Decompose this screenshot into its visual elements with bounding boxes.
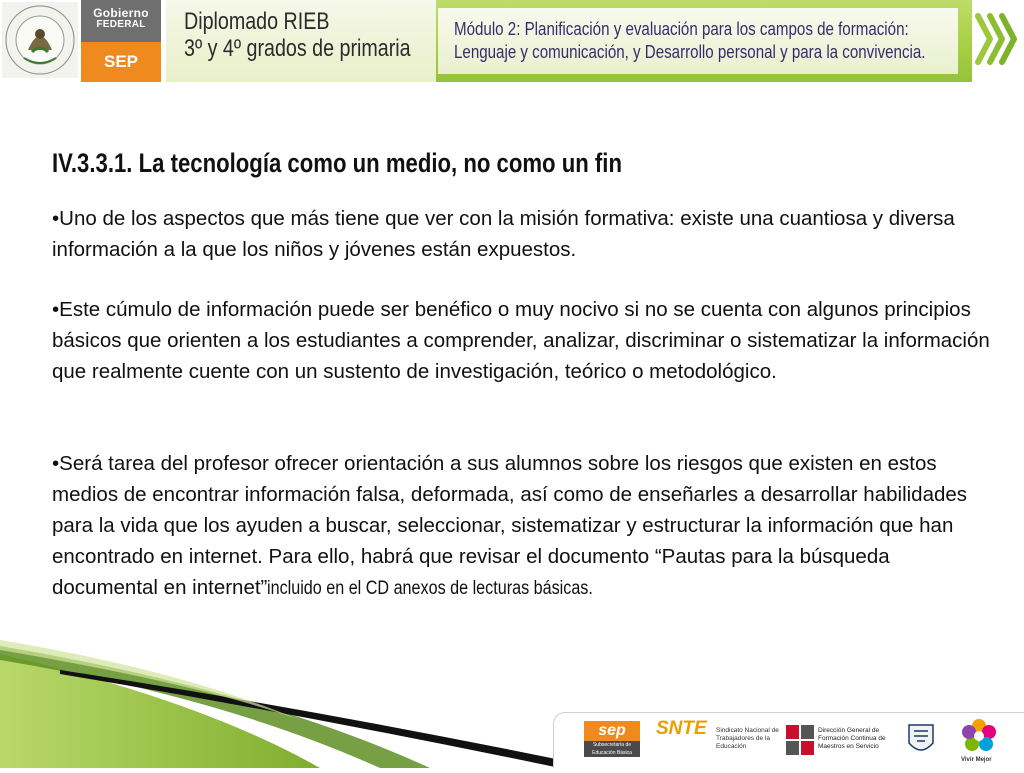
paragraph-3-tail: incluido en el CD anexos de lecturas básicas. [267,578,594,599]
snte-text: Sindicato Nacional de Trabajadores de la Educación [716,727,779,750]
header-banner [0,0,1024,82]
vivir-mejor-flower-icon [959,717,999,765]
diplomado-line1: Diplomado RIEB [184,8,330,35]
vivir-mejor-label: Vivir Mejor [961,757,992,763]
diplomado-banner [166,0,972,82]
unam-shield-icon [908,723,934,757]
paragraph-1: •Uno de los aspectos que más tiene que ver con la misión formativa: existe una cuantiosa y diversa información a la que los niños y jóvenes están expuestos. [52,207,955,261]
paragraph-3 [52,448,992,604]
gobierno-federal-logo [81,0,161,82]
sep-label: SEP [81,42,161,82]
modulo-title [454,18,926,64]
gobierno-line2: FEDERAL [96,19,146,30]
mexico-seal-icon [2,2,78,78]
snte-mark: SNTE [656,718,707,739]
paragraph-2: •Este cúmulo de información puede ser benéfico o muy nocivo si no se cuenta con algunos principios básicos que orienten a los estudiantes a comprender, analizar, discriminar o sistematizar la información que realmente cuente con un sustento de investigación, teórico o metodológico. [52,298,990,383]
diplomado-panel [166,0,436,82]
diplomado-line2: 3º y 4º grados de primaria [184,35,411,62]
chevron-right-icon[interactable] [974,6,1020,72]
sep-logo [584,721,642,757]
sep-mark: sep [584,721,640,741]
gobierno-federal-label [81,0,161,42]
paragraph-3-main: •Será tarea del profesor ofrecer orientación a sus alumnos sobre los riesgos que existen en estos medios de encontrar información falsa, deformada, así como de enseñarles a desarrollar habilidades para la vida que los ayuden a buscar, seleccionar, sistematizar y estructurar la información que han encontrado en internet. Para ello, habrá que revisar el documento “Pautas para la búsqueda documental en internet” [52,452,968,599]
modulo-line1: Módulo 2: Planificación y evaluación para los campos de formación: [454,19,909,39]
modulo-line2: Lenguaje y comunicación, y Desarrollo personal y para la convivencia. [454,42,926,62]
gobierno-line1: Gobierno [93,6,149,20]
footer-logos-bar [553,712,1024,768]
diplomado-title [184,8,411,62]
modulo-panel [438,8,958,74]
page-title: IV.3.3.1. La tecnología como un medio, no como un fin [52,148,622,178]
green-swoosh-decoration [0,640,600,768]
dgfcms-mark [786,725,814,755]
sep-subtitle: Subsecretaría de Educación Básica [584,741,640,757]
dgfcms-text: Dirección General de Formación Continua de Maestros en Servicio [818,727,886,750]
